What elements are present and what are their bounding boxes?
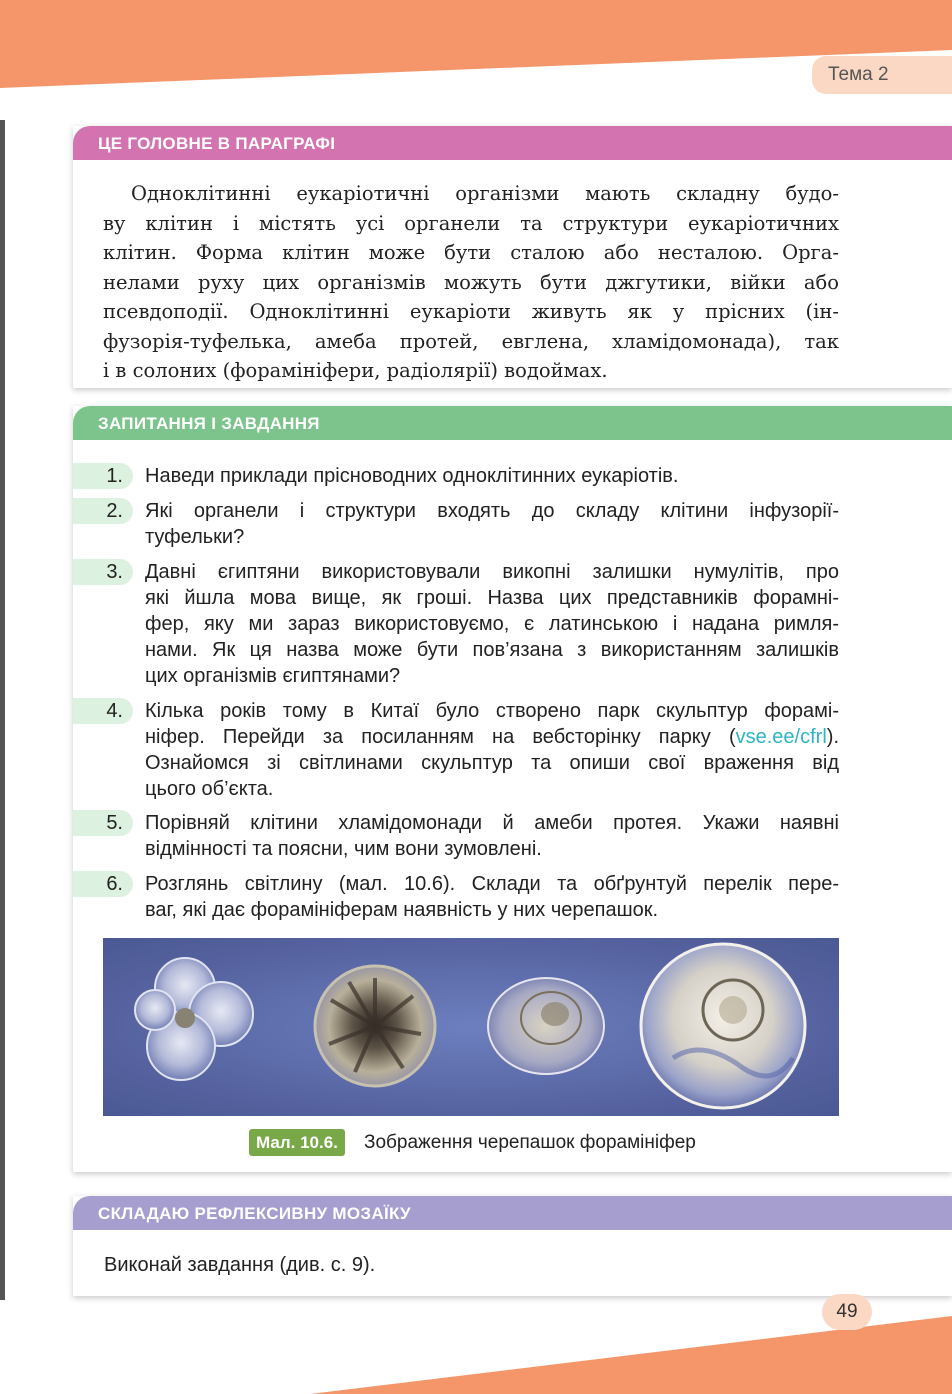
question-line — [145, 724, 839, 750]
top-decor-band — [0, 0, 952, 100]
question-line: Ознайомся зі світлинами скульптур та опиши свої враження від — [145, 752, 839, 774]
summary-line: псевдоподії. Одноклітинні еукаріоти живуть як у прісних (ін- — [103, 300, 839, 323]
figure-caption: Зображення черепашок форамініфер — [364, 1132, 696, 1153]
summary-body — [103, 179, 839, 386]
question-line: цього об’єкта. — [145, 778, 274, 800]
question-number: 3. — [73, 559, 133, 585]
question-line: Давні єгиптяни використовували викопні залишки нумулітів, про — [145, 561, 839, 583]
figure-label: Мал. 10.6. — [249, 1129, 345, 1156]
foraminifera-photo — [103, 938, 839, 1116]
summary-line: Одноклітинні еукаріотичні організми мають складну будо- — [131, 182, 839, 205]
question-line: нами. Як ця назва може бути пов’язана з використанням залишків — [145, 639, 839, 661]
question-number: 5. — [73, 810, 133, 836]
question-line: Наведи приклади прісноводних одноклітинних еукаріотів. — [145, 465, 679, 487]
question-number: 1. — [73, 463, 133, 489]
question-line-part: ). — [826, 726, 839, 748]
summary-line: фузорія-туфелька, амеба протей, евглена, хламідомонада), так — [103, 329, 839, 353]
question-line: фер, яку ми зараз використовуємо, є латинською і надана римля- — [145, 613, 839, 635]
summary-line: нелами руху цих організмів можуть бути джгутики, війки або — [103, 270, 839, 294]
question-line: цих організмів єгиптянами? — [145, 665, 401, 687]
question-line: Які органели і структури входять до складу клітини інфузорії- — [145, 500, 839, 522]
question-number: 4. — [73, 698, 133, 724]
summary-line: і в солоних (форамініфери, радіолярії) водоймах. — [103, 359, 608, 382]
question-text — [145, 463, 839, 489]
question-text — [145, 871, 839, 923]
question-line: Кілька років тому в Китаї було створено парк скульптур форамі- — [145, 700, 839, 722]
foraminifera-illustration — [103, 938, 839, 1116]
question-text — [145, 498, 839, 550]
mosaic-header: СКЛАДАЮ РЕФЛЕКСИВНУ МОЗАЇКУ — [73, 1196, 952, 1230]
park-link[interactable]: vse.ee/cfrl — [735, 726, 827, 748]
summary-line: ву клітин і містять усі органели та структури еукаріотичних — [103, 211, 839, 235]
mosaic-panel — [73, 1196, 952, 1296]
question-text — [145, 698, 839, 802]
question-line: які йшла мова вище, як гроші. Назва цих представників форамні- — [145, 587, 839, 609]
summary-header: ЦЕ ГОЛОВНЕ В ПАРАГРАФІ — [73, 126, 952, 160]
shell-2 — [315, 966, 435, 1086]
bottom-decor-band — [0, 1300, 952, 1394]
question-line: відмінності та поясни, чим вони зумовлені. — [145, 838, 542, 860]
question-line: ваг, які дає форамініферам наявність у них черепашок. — [145, 899, 659, 921]
question-line: туфельки? — [145, 526, 245, 548]
mosaic-text: Виконай завдання (див. с. 9). — [104, 1254, 376, 1276]
question-line-part: ніфер. Перейди за посиланням на вебсторінку парку ( — [145, 726, 736, 748]
page-edge — [0, 120, 5, 1300]
shell-4 — [641, 944, 805, 1108]
questions-header: ЗАПИТАННЯ І ЗАВДАННЯ — [73, 406, 952, 440]
question-number: 2. — [73, 498, 133, 524]
question-number: 6. — [73, 871, 133, 897]
question-text — [145, 559, 839, 689]
summary-panel — [73, 126, 952, 388]
shell-3 — [488, 978, 604, 1074]
question-line: Розглянь світлину (мал. 10.6). Склади та обґрунтуй перелік пере- — [145, 873, 839, 895]
question-line: Порівняй клітини хламідомонади й амеби протея. Укажи наявні — [145, 812, 839, 834]
page-number: 49 — [822, 1294, 872, 1330]
question-text — [145, 810, 839, 862]
summary-line: клітин. Форма клітин може бути сталою або несталою. Орга- — [103, 241, 839, 264]
topic-badge: Тема 2 — [812, 56, 952, 94]
shell-1 — [135, 958, 253, 1080]
